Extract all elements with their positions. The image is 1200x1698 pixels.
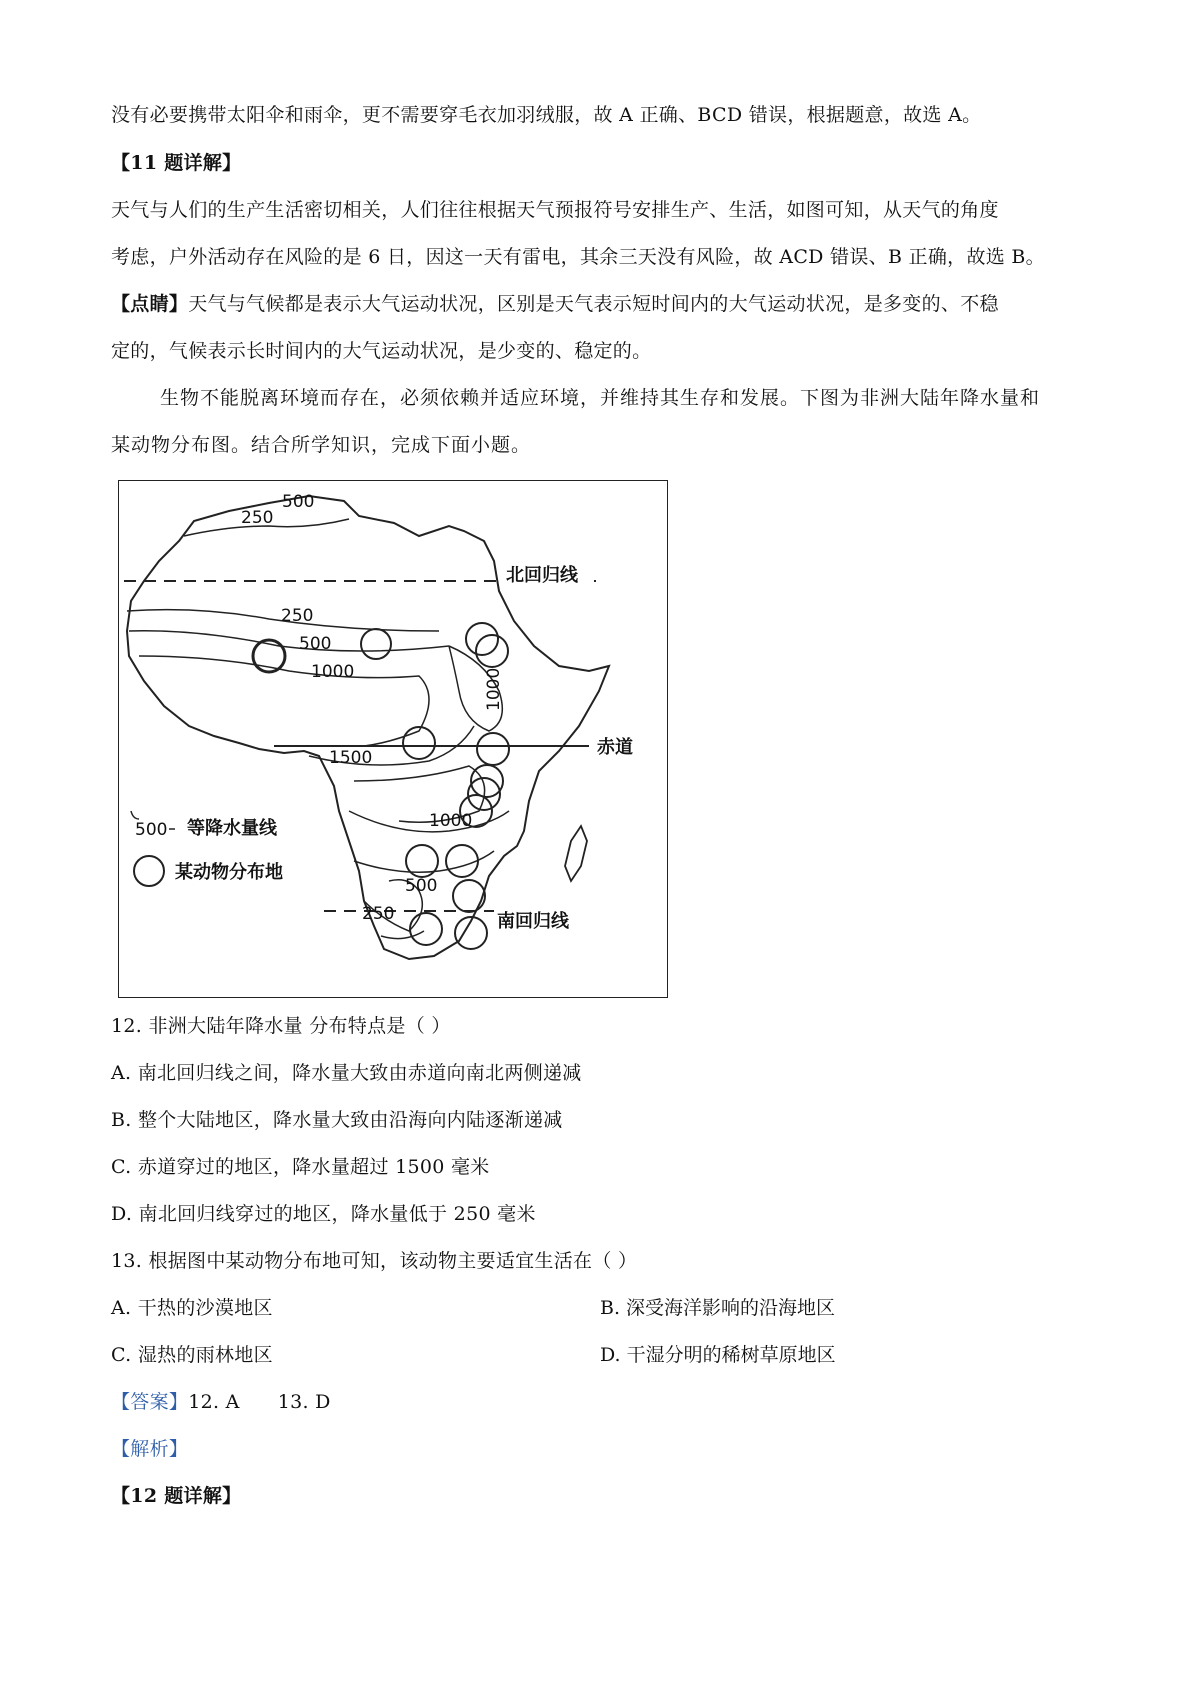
paragraph-line: 定的，气候表示长时间内的大气运动状况，是少变的、稳定的。 <box>111 340 652 362</box>
isohyet-cape <box>381 931 424 939</box>
isohyet-south-500 <box>354 851 494 872</box>
isohyet-sahel-1000 <box>139 656 429 746</box>
legend-animal-circle <box>134 856 164 886</box>
map-svg <box>119 481 669 999</box>
paragraph-line: 考虑，户外活动存在风险的是 6 日，因这一天有雷电，其余三天没有风险，故 ACD 错误、B 正确，故选 B。 <box>111 246 1045 268</box>
label-1000-east: 1000 <box>484 667 504 711</box>
label-500-north: 500 <box>282 492 315 512</box>
question-12-option-c[interactable]: C. 赤道穿过的地区，降水量超过 1500 毫米 <box>111 1156 490 1178</box>
answer-text: 12. A 13. D <box>188 1391 331 1413</box>
label-1000-south: 1000 <box>429 811 473 831</box>
question-13-stem: 13. 根据图中某动物分布地可知，该动物主要适宜生活在（ ） <box>111 1250 638 1272</box>
question-intro: 某动物分布图。结合所学知识，完成下面小题。 <box>111 434 532 456</box>
animal-circle <box>477 733 509 765</box>
label-1000-sahel: 1000 <box>311 662 355 682</box>
legend-isohyet-sample-mark <box>131 811 139 819</box>
question-12-option-d[interactable]: D. 南北回归线穿过的地区，降水量低于 250 毫米 <box>111 1203 536 1225</box>
label-equator: 赤道 <box>597 737 633 758</box>
animal-circle <box>410 913 442 945</box>
question-13-option-a[interactable]: A. 干热的沙漠地区 <box>111 1297 273 1319</box>
animal-circle <box>453 880 485 912</box>
paragraph-line: 天气与人们的生产生活密切相关，人们往往根据天气预报符号安排生产、生活，如图可知，从天气的角度 <box>111 199 999 221</box>
tip-label: 【点睛】 <box>111 293 189 315</box>
question-13-option-b[interactable]: B. 深受海洋影响的沿海地区 <box>600 1297 836 1319</box>
isohyet-sahel-500 <box>129 631 449 651</box>
answer-label: 【答案】 <box>111 1391 189 1413</box>
tip-text: 天气与气候都是表示大气运动状况，区别是天气表示短时间内的大气运动状况，是多变的、不稳 <box>188 293 999 315</box>
answer-line <box>111 1388 331 1416</box>
analysis-label: 【解析】 <box>111 1438 189 1460</box>
label-1500: 1500 <box>329 748 373 768</box>
legend-isohyet-sample: 500 <box>135 820 168 840</box>
madagascar-outline <box>565 826 587 881</box>
label-500-south: 500 <box>405 876 438 896</box>
label-250-south: 250 <box>362 904 395 924</box>
label-250-sahel: 250 <box>281 606 314 626</box>
question-12-option-b[interactable]: B. 整个大陆地区，降水量大致由沿海向内陆逐渐递减 <box>111 1109 563 1131</box>
question-13-option-d[interactable]: D. 干湿分明的稀树草原地区 <box>600 1344 836 1366</box>
paragraph-line: 没有必要携带太阳伞和雨伞，更不需要穿毛衣加羽绒服，故 A 正确、BCD 错误，根据题意，故选 A。 <box>111 104 982 126</box>
legend-isohyet-label: 等降水量线 <box>187 818 277 839</box>
africa-precipitation-map <box>118 480 668 998</box>
section-heading-11: 【11 题详解】 <box>111 152 242 174</box>
question-12-option-a[interactable]: A. 南北回归线之间，降水量大致由赤道向南北两侧递减 <box>111 1062 582 1084</box>
animal-circle <box>361 629 391 659</box>
question-13-option-c[interactable]: C. 湿热的雨林地区 <box>111 1344 273 1366</box>
section-heading-12: 【12 题详解】 <box>111 1485 242 1507</box>
question-12-stem: 12. 非洲大陆年降水量 分布特点是（ ） <box>111 1015 451 1037</box>
label-tropic-south: 南回归线 <box>497 911 569 932</box>
question-intro: 生物不能脱离环境而存在，必须依赖并适应环境，并维持其生存和发展。下图为非洲大陆年降水量和 <box>160 387 1041 409</box>
tip-paragraph <box>111 290 999 318</box>
label-250-north: 250 <box>241 508 274 528</box>
animal-circle <box>446 845 478 877</box>
label-500-sahel: 500 <box>299 634 332 654</box>
legend-animal-label: 某动物分布地 <box>175 862 283 883</box>
label-tropic-north: 北回归线 <box>506 565 578 586</box>
